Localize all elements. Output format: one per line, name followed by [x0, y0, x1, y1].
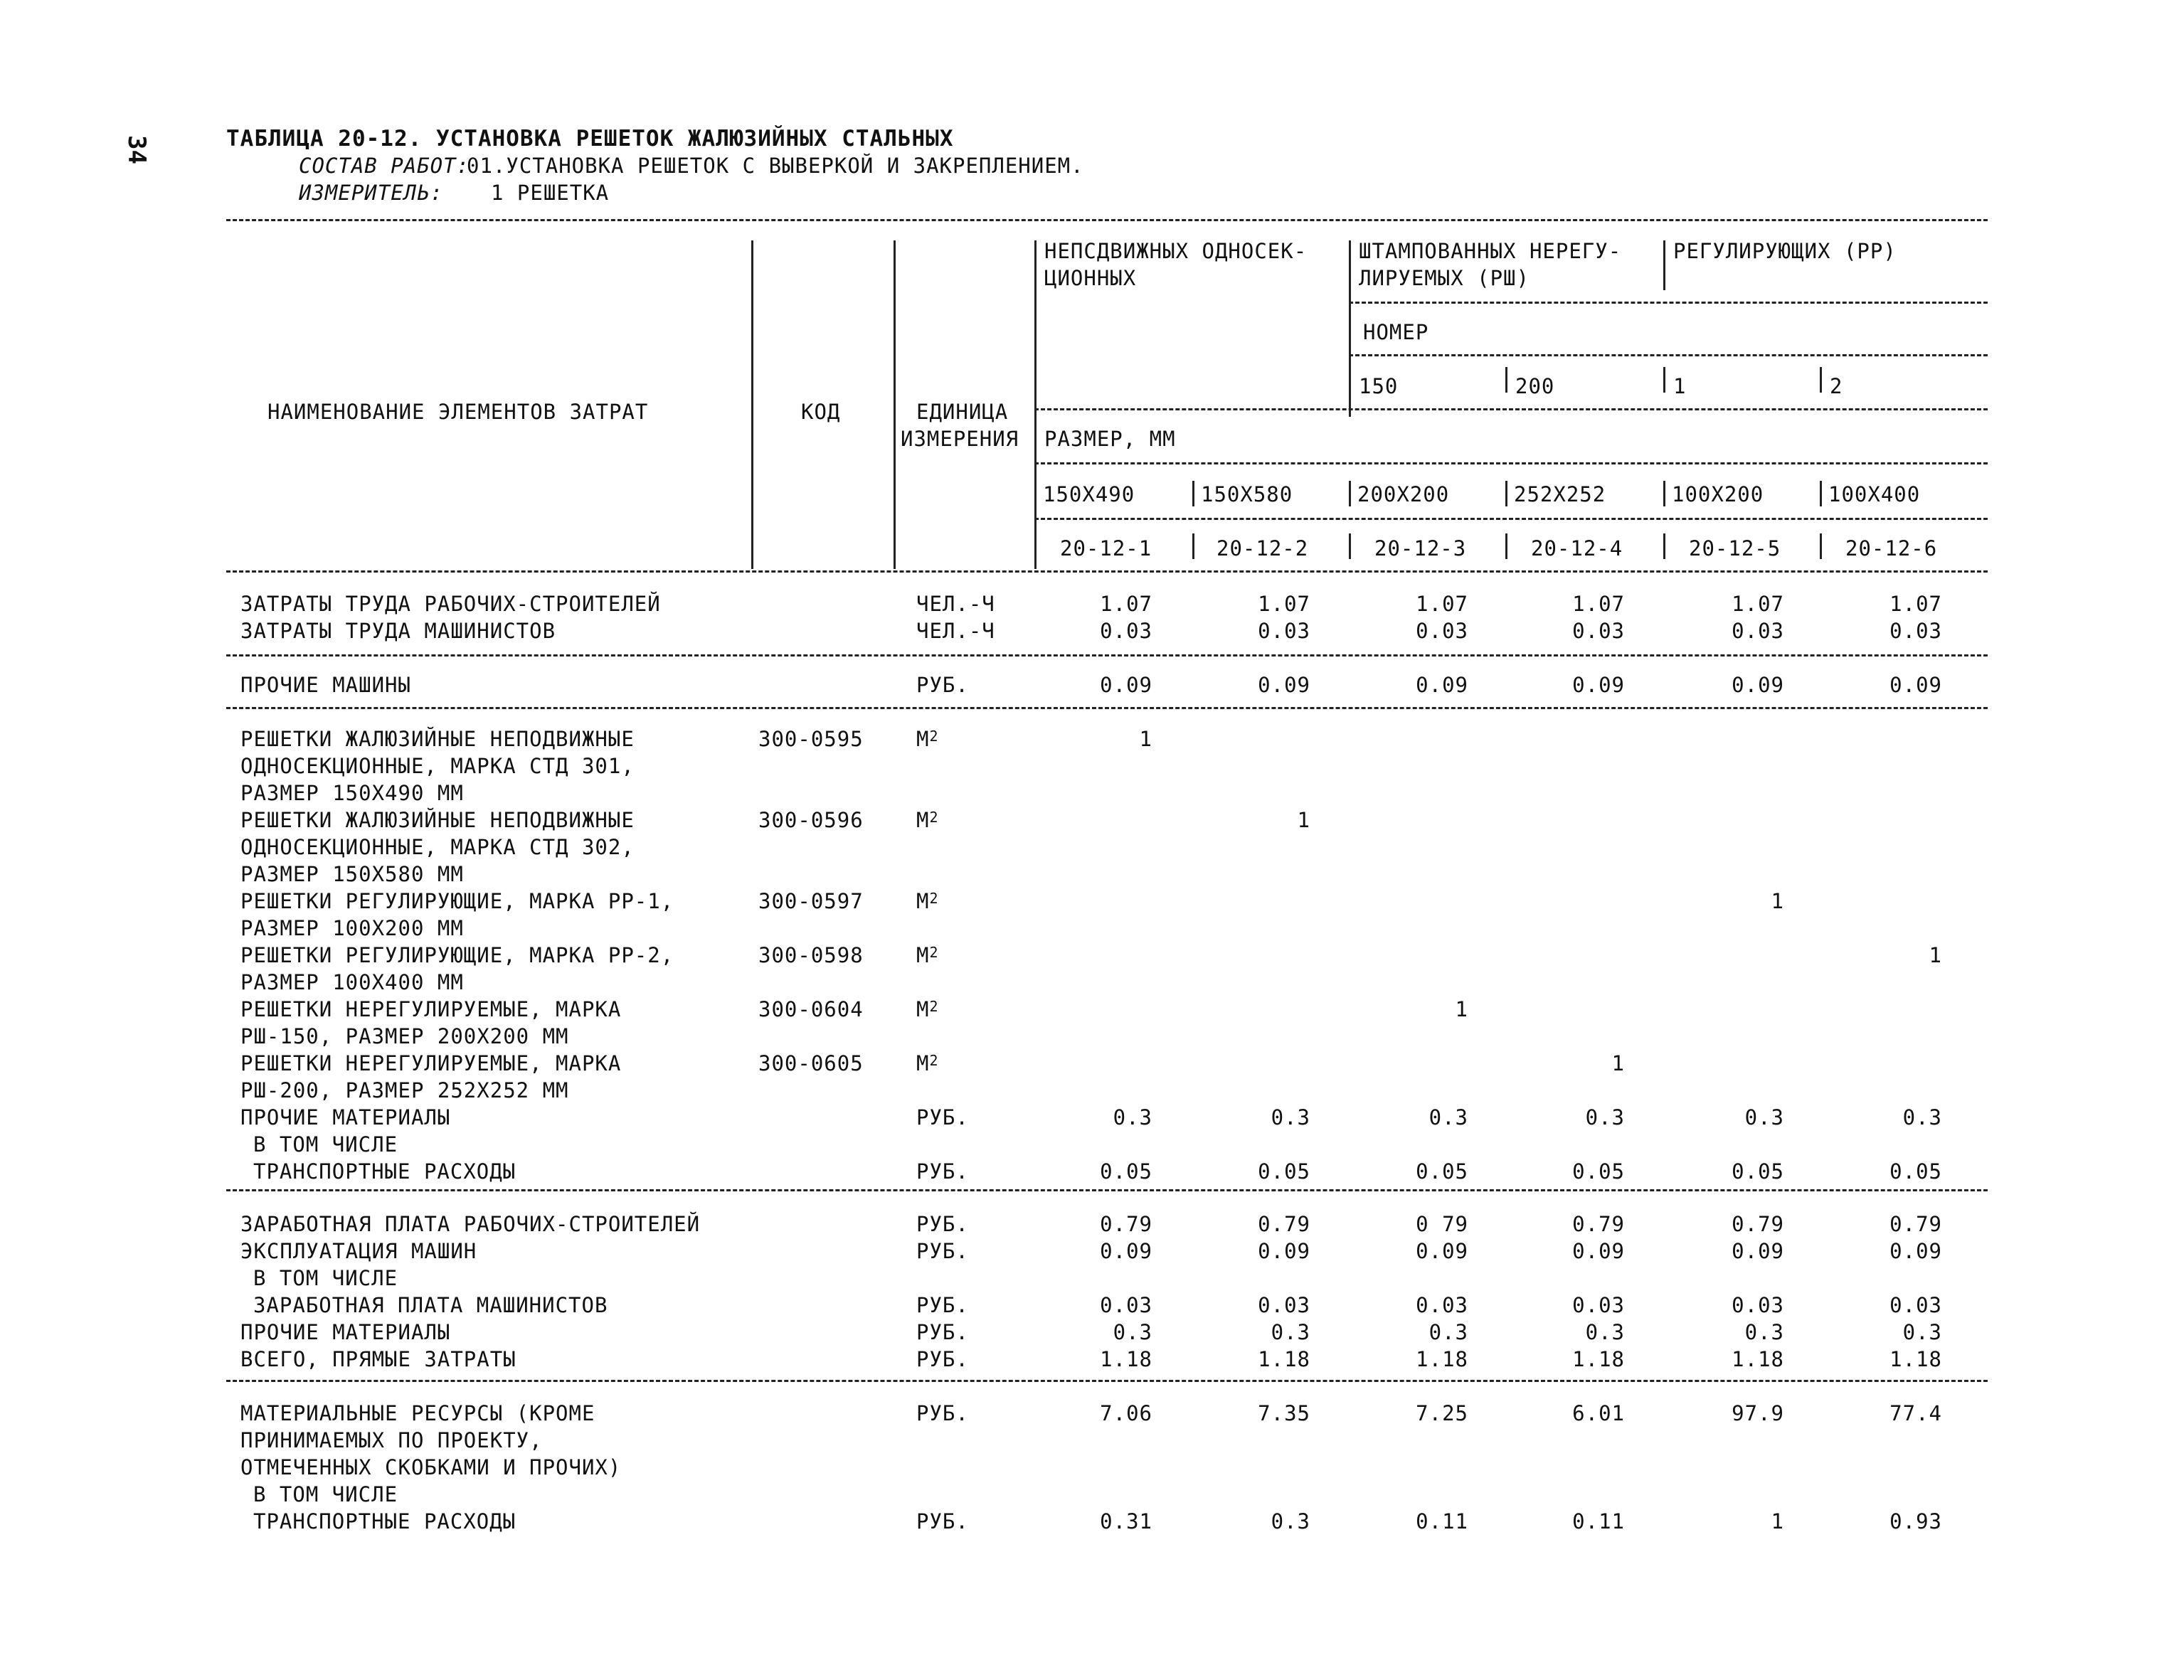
divider	[1663, 481, 1665, 506]
divider	[1505, 533, 1507, 559]
row-value: 0.3	[1113, 1105, 1152, 1129]
divider	[1034, 408, 1988, 410]
row-value: 0.3	[1744, 1105, 1784, 1129]
row-value: 0.03	[1258, 619, 1310, 643]
row-value: 0.09	[1732, 1239, 1784, 1263]
row-unit: РУБ.	[916, 1347, 969, 1371]
row-code: 300-0598	[758, 943, 864, 967]
row-value: 1.07	[1732, 592, 1784, 616]
row-value: 0.3	[1271, 1509, 1310, 1533]
number-200: 200	[1515, 374, 1555, 398]
row-unit: ЧЕЛ.-Ч	[916, 619, 995, 643]
row-value: 0.09	[1100, 673, 1152, 697]
divider	[1820, 533, 1822, 559]
divider	[1349, 481, 1351, 506]
row-value: 77.4	[1889, 1401, 1942, 1425]
row-unit: РУБ.	[916, 1212, 969, 1236]
row-value: 0.09	[1572, 673, 1625, 697]
row-unit: $М^2$	[916, 1051, 939, 1075]
row-value: 1	[1771, 889, 1784, 913]
size-3: 200Х200	[1357, 482, 1450, 506]
unit-superscript: 2	[929, 998, 939, 1015]
row-name: РАЗМЕР 100Х200 ММ	[240, 916, 464, 940]
row-value: 1	[1297, 808, 1310, 832]
row-value: 6.01	[1572, 1401, 1625, 1425]
row-value: 0.3	[1902, 1320, 1942, 1344]
row-name: РШ-200, РАЗМЕР 252Х252 ММ	[240, 1078, 569, 1102]
row-name: ПРОЧИЕ МАШИНЫ	[240, 673, 411, 697]
row-name: ОДНОСЕКЦИОННЫЕ, МАРКА СТД 302,	[240, 835, 635, 859]
divider	[1820, 481, 1822, 506]
number-150: 150	[1359, 374, 1399, 398]
row-name: ТРАНСПОРТНЫЕ РАСХОДЫ	[253, 1509, 516, 1533]
row-value: 0.05	[1258, 1159, 1310, 1184]
row-value: 0.3	[1902, 1105, 1942, 1129]
row-value: 0.03	[1889, 1293, 1942, 1317]
row-unit: РУБ.	[916, 1159, 969, 1184]
row-unit: $М^2$	[916, 808, 939, 832]
group-header-adjustable: РЕГУЛИРУЮЩИХ (РР)	[1673, 239, 1897, 263]
row-name: ЗАРАБОТНАЯ ПЛАТА РАБОЧИХ-СТРОИТЕЛЕЙ	[240, 1212, 701, 1236]
row-unit: РУБ.	[916, 1105, 969, 1129]
row-name: РЕШЕТКИ НЕРЕГУЛИРУЕМЫЕ, МАРКА	[240, 1051, 622, 1075]
row-name: В ТОМ ЧИСЛЕ	[253, 1132, 398, 1157]
row-value: 0.11	[1416, 1509, 1468, 1533]
row-value: 0.79	[1889, 1212, 1942, 1236]
row-name: ОТМЕЧЕННЫХ СКОБКАМИ И ПРОЧИХ)	[240, 1455, 622, 1479]
group-header-fixed: НЕПСДВИЖНЫХ ОДНОСЕК-	[1044, 239, 1308, 263]
row-value: 0.03	[1732, 619, 1784, 643]
unit-superscript: 2	[929, 890, 939, 907]
row-value: 1	[1611, 1051, 1625, 1075]
row-name: В ТОМ ЧИСЛЕ	[253, 1266, 398, 1290]
row-value: 0.05	[1572, 1159, 1625, 1184]
row-value: 0.3	[1585, 1105, 1625, 1129]
code-3: 20-12-3	[1374, 536, 1467, 560]
divider	[1820, 367, 1822, 393]
row-value: 1	[1771, 1509, 1784, 1533]
row-unit: $М^2$	[916, 997, 939, 1021]
row-value: 1.07	[1416, 592, 1468, 616]
column-header-unit: ЕДИНИЦА	[916, 400, 1009, 424]
row-value: 0.79	[1258, 1212, 1310, 1236]
row-code: 300-0604	[758, 997, 864, 1021]
number-2: 2	[1830, 374, 1843, 398]
row-value: 0.09	[1258, 673, 1310, 697]
row-value: 0.3	[1585, 1320, 1625, 1344]
row-name: РШ-150, РАЗМЕР 200Х200 ММ	[240, 1024, 569, 1048]
size-6: 100Х400	[1828, 482, 1921, 506]
divider	[226, 219, 1988, 221]
divider	[1663, 533, 1665, 559]
unit-superscript: 2	[929, 944, 939, 961]
divider	[894, 240, 896, 569]
row-value: 0.3	[1271, 1320, 1310, 1344]
row-unit: $М^2$	[916, 943, 939, 967]
divider	[1349, 533, 1351, 559]
row-unit: ЧЕЛ.-Ч	[916, 592, 995, 616]
size-2: 150Х580	[1201, 482, 1293, 506]
row-code: 300-0605	[758, 1051, 864, 1075]
size-4: 252Х252	[1514, 482, 1606, 506]
divider	[1663, 367, 1665, 393]
row-value: 7.25	[1416, 1401, 1468, 1425]
divider	[1349, 354, 1988, 356]
row-value: 0.09	[1572, 1239, 1625, 1263]
row-value: 0.09	[1889, 1239, 1942, 1263]
work-label: СОСТАВ РАБОТ:	[299, 154, 470, 178]
row-unit: $М^2$	[916, 889, 939, 913]
size-5: 100Х200	[1672, 482, 1764, 506]
table-title: ТАБЛИЦА 20-12. УСТАНОВКА РЕШЕТОК ЖАЛЮЗИЙНЫХ СТАЛЬНЫХ	[226, 126, 954, 151]
row-value: 0.3	[1271, 1105, 1310, 1129]
row-value: 0.03	[1889, 619, 1942, 643]
divider	[226, 654, 1988, 656]
row-value: 0.05	[1732, 1159, 1784, 1184]
row-name: РАЗМЕР 100Х400 ММ	[240, 970, 464, 994]
size-1: 150Х490	[1043, 482, 1135, 506]
row-name: РАЗМЕР 150Х580 ММ	[240, 862, 464, 886]
measure-label: ИЗМЕРИТЕЛЬ:	[299, 181, 444, 205]
row-name: РЕШЕТКИ ЖАЛЮЗИЙНЫЕ НЕПОДВИЖНЫЕ	[240, 808, 635, 832]
row-value: 0.79	[1572, 1212, 1625, 1236]
row-value: 0.09	[1416, 1239, 1468, 1263]
row-name: РЕШЕТКИ РЕГУЛИРУЮЩИЕ, МАРКА РР-2,	[240, 943, 674, 967]
group-header-stamped: ШТАМПОВАННЫХ НЕРЕГУ-	[1359, 239, 1622, 263]
row-value: 0.03	[1416, 619, 1468, 643]
row-name: МАТЕРИАЛЬНЫЕ РЕСУРСЫ (КРОМЕ	[240, 1401, 595, 1425]
row-name: ПРОЧИЕ МАТЕРИАЛЫ	[240, 1320, 451, 1344]
row-value: 1.18	[1258, 1347, 1310, 1371]
work-text: 01.УСТАНОВКА РЕШЕТОК С ВЫВЕРКОЙ И ЗАКРЕПЛЕНИЕМ.	[467, 154, 1084, 178]
divider	[226, 707, 1988, 709]
row-value: 1	[1929, 943, 1942, 967]
row-code: 300-0596	[758, 808, 864, 832]
row-name: В ТОМ ЧИСЛЕ	[253, 1482, 398, 1506]
row-name: РЕШЕТКИ НЕРЕГУЛИРУЕМЫЕ, МАРКА	[240, 997, 622, 1021]
divider	[1349, 240, 1351, 417]
code-2: 20-12-2	[1216, 536, 1309, 560]
row-name: ТРАНСПОРТНЫЕ РАСХОДЫ	[253, 1159, 516, 1184]
row-code: 300-0597	[758, 889, 864, 913]
unit-superscript: 2	[929, 1052, 939, 1069]
row-name: РЕШЕТКИ ЖАЛЮЗИЙНЫЕ НЕПОДВИЖНЫЕ	[240, 727, 635, 751]
group-header-fixed-2: ЦИОННЫХ	[1044, 266, 1137, 290]
number-1: 1	[1673, 374, 1687, 398]
row-value: 1.07	[1572, 592, 1625, 616]
row-value: 0.03	[1572, 1293, 1625, 1317]
row-unit: РУБ.	[916, 673, 969, 697]
divider	[226, 570, 1988, 573]
row-value: 0.31	[1100, 1509, 1152, 1533]
row-value: 1.18	[1416, 1347, 1468, 1371]
row-unit: РУБ.	[916, 1293, 969, 1317]
row-unit: РУБ.	[916, 1239, 969, 1263]
row-value: 0.03	[1258, 1293, 1310, 1317]
row-value: 97.9	[1732, 1401, 1784, 1425]
divider	[1505, 367, 1507, 393]
row-name: РЕШЕТКИ РЕГУЛИРУЮЩИЕ, МАРКА РР-1,	[240, 889, 674, 913]
row-value: 0.03	[1572, 619, 1625, 643]
measure-text: 1 РЕШЕТКА	[491, 181, 610, 205]
row-value: 0.79	[1100, 1212, 1152, 1236]
divider	[1505, 481, 1507, 506]
row-value: 0.03	[1100, 619, 1152, 643]
row-value: 1.18	[1889, 1347, 1942, 1371]
row-value: 7.06	[1100, 1401, 1152, 1425]
divider	[1192, 481, 1194, 506]
row-unit: РУБ.	[916, 1401, 969, 1425]
row-value: 0.03	[1100, 1293, 1152, 1317]
row-code: 300-0595	[758, 727, 864, 751]
row-value: 0.09	[1416, 673, 1468, 697]
row-value: 0.05	[1416, 1159, 1468, 1184]
row-unit: $М^2$	[916, 727, 939, 751]
nomer-label: НОМЕР	[1363, 320, 1429, 344]
row-value: 0 79	[1416, 1212, 1468, 1236]
code-5: 20-12-5	[1689, 536, 1781, 560]
row-value: 0.09	[1889, 673, 1942, 697]
code-6: 20-12-6	[1845, 536, 1938, 560]
row-name: ЭКСПЛУАТАЦИЯ МАШИН	[240, 1239, 477, 1263]
divider	[1034, 518, 1988, 520]
column-header-name: НАИМЕНОВАНИЕ ЭЛЕМЕНТОВ ЗАТРАТ	[267, 400, 649, 424]
column-header-code: КОД	[801, 400, 841, 424]
row-value: 0.09	[1100, 1239, 1152, 1263]
row-value: 0.09	[1732, 673, 1784, 697]
divider	[1349, 302, 1988, 304]
row-value: 0.03	[1732, 1293, 1784, 1317]
row-value: 1.07	[1258, 592, 1310, 616]
row-value: 7.35	[1258, 1401, 1310, 1425]
row-name: ЗАТРАТЫ ТРУДА МАШИНИСТОВ	[240, 619, 556, 643]
divider	[1663, 240, 1665, 290]
row-unit: РУБ.	[916, 1509, 969, 1533]
row-value: 1	[1455, 997, 1468, 1021]
page-number: 34	[122, 135, 151, 164]
row-value: 1	[1139, 727, 1152, 751]
size-label: РАЗМЕР, ММ	[1044, 427, 1176, 451]
row-name: ЗАРАБОТНАЯ ПЛАТА МАШИНИСТОВ	[253, 1293, 608, 1317]
row-value: 1.18	[1572, 1347, 1625, 1371]
divider	[1192, 533, 1194, 559]
row-unit: РУБ.	[916, 1320, 969, 1344]
divider	[226, 1189, 1988, 1191]
row-value: 0.3	[1428, 1105, 1468, 1129]
row-name: ПРОЧИЕ МАТЕРИАЛЫ	[240, 1105, 451, 1129]
divider	[751, 240, 753, 569]
code-1: 20-12-1	[1060, 536, 1152, 560]
row-value: 0.3	[1113, 1320, 1152, 1344]
group-header-stamped-2: ЛИРУЕМЫХ (РШ)	[1359, 266, 1530, 290]
row-value: 1.18	[1732, 1347, 1784, 1371]
row-value: 0.3	[1744, 1320, 1784, 1344]
row-name: ПРИНИМАЕМЫХ ПО ПРОЕКТУ,	[240, 1428, 543, 1452]
row-value: 0.03	[1416, 1293, 1468, 1317]
row-name: РАЗМЕР 150Х490 ММ	[240, 781, 464, 805]
row-value: 1.18	[1100, 1347, 1152, 1371]
row-value: 0.05	[1889, 1159, 1942, 1184]
column-header-unit-2: ИЗМЕРЕНИЯ	[901, 427, 1019, 451]
unit-superscript: 2	[929, 809, 939, 826]
divider	[1034, 462, 1988, 464]
divider	[226, 1380, 1988, 1382]
row-name: ОДНОСЕКЦИОННЫЕ, МАРКА СТД 301,	[240, 754, 635, 778]
row-value: 1.07	[1889, 592, 1942, 616]
row-name: ВСЕГО, ПРЯМЫЕ ЗАТРАТЫ	[240, 1347, 516, 1371]
row-value: 0.05	[1100, 1159, 1152, 1184]
row-name: ЗАТРАТЫ ТРУДА РАБОЧИХ-СТРОИТЕЛЕЙ	[240, 592, 661, 616]
row-value: 0.09	[1258, 1239, 1310, 1263]
row-value: 0.11	[1572, 1509, 1625, 1533]
row-value: 1.07	[1100, 592, 1152, 616]
row-value: 0.93	[1889, 1509, 1942, 1533]
unit-superscript: 2	[929, 728, 939, 745]
code-4: 20-12-4	[1531, 536, 1623, 560]
row-value: 0.79	[1732, 1212, 1784, 1236]
row-value: 0.3	[1428, 1320, 1468, 1344]
